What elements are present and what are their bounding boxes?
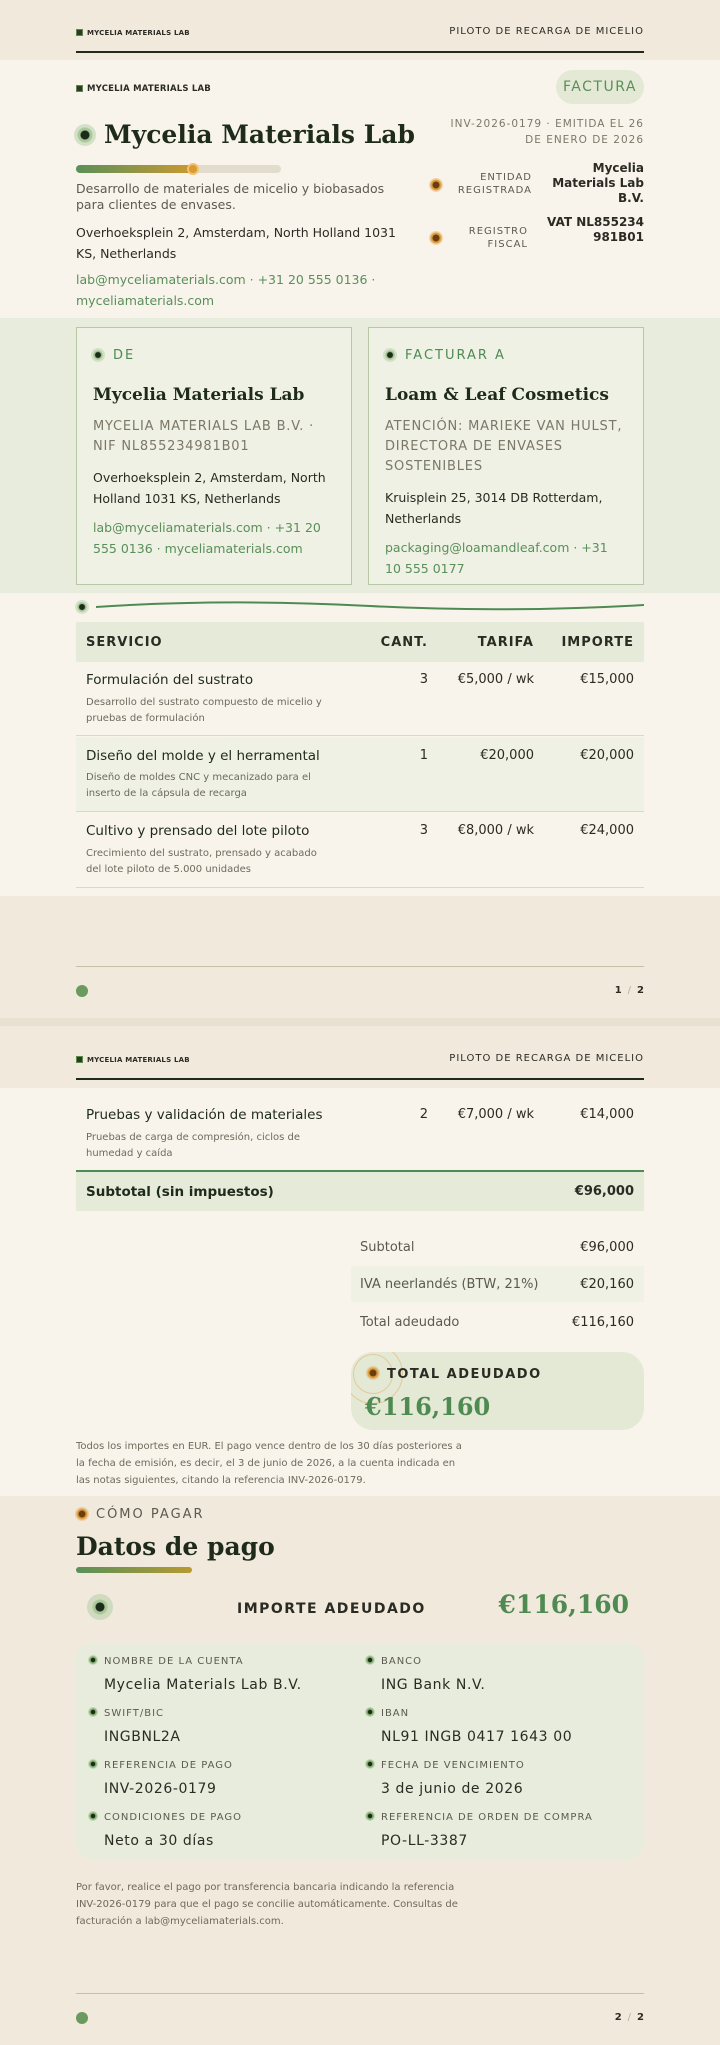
row-qty: 1 [419,748,428,763]
row-desc: Pruebas de carga de compresión, ciclos de humedad y caída [86,1132,301,1159]
from-card [76,327,352,585]
title-underline [76,1567,192,1573]
row-rate: €7,000 / wk [457,1107,534,1122]
from-address: Overhoeksplein 2, Amsterdam, North Holland 1031 KS, Netherlands [93,470,326,506]
bill-to-name: Loam & Leaf Cosmetics [385,385,609,405]
from-sub: MYCELIA MATERIALS LAB B.V. · NIF NL855234981B01 [93,419,315,454]
from-tag: DE [113,348,136,363]
brand-square-icon [76,1056,83,1063]
field-dot-icon [88,1707,98,1717]
from-name: Mycelia Materials Lab [93,385,305,405]
payment-title: Datos de pago [76,1532,275,1561]
field-dot-icon [88,1655,98,1665]
total-due-dot-icon [366,1366,380,1380]
row-desc: Desarrollo del sustrato compuesto de micelio y pruebas de formulación [86,697,322,724]
tax-dot-icon [429,231,443,245]
tax-value: VAT NL855234981B01 [547,215,644,244]
table-row [76,662,644,736]
row-rate: €8,000 / wk [457,823,534,838]
bill-to-address: Kruisplein 25, 3014 DB Rotterdam, Netherlands [385,490,603,526]
row-desc: Crecimiento del sustrato, prensado y acabado del lote piloto de 5.000 unidades [86,848,317,875]
bill-to-sub: ATENCIÓN: MARIEKE VAN HULST, DIRECTORA DE ENVASES SOSTENIBLES [385,419,623,474]
field-dot-icon [365,1655,375,1665]
bill-to-card [368,327,644,585]
total-due-value: €116,160 [365,1392,491,1421]
bill-to-contact[interactable]: packaging@loamandleaf.com · +31 10 555 0177 [385,540,608,576]
row-service: Pruebas y validación de materiales [86,1107,323,1123]
brand-square-icon [76,29,83,36]
payment-notes: Todos los importes en EUR. El pago vence dentro de los 30 días posteriores a la fecha de emisión, es decir, el 3 de junio de 2026, a la cuenta indicada en las notas siguientes, citando la referencia INV-2026-0179. [76,1441,462,1486]
header-brand: MYCELIA MATERIALS LAB [76,1056,190,1064]
summary-subtotal: Subtotal €96,000 [360,1240,634,1255]
row-service: Cultivo y prensado del lote piloto [86,823,310,839]
issuer-badge: MYCELIA MATERIALS LAB [76,84,211,94]
entity-value: Mycelia Materials Lab B.V. [552,161,644,205]
summary-vat: IVA neerlandés (BTW, 21%) €20,160 [351,1266,644,1302]
entity-dot-icon [429,178,443,192]
field-dot-icon [365,1811,375,1821]
th-service: SERVICIO [86,635,163,650]
th-rate: TARIFA [477,635,534,650]
table-row [76,1096,644,1170]
page1-footer-rule [76,966,644,967]
issuer-tagline: Desarrollo de materiales de micelio y biobasados para clientes de envases. [76,181,385,212]
tax-label: REGISTRO FISCAL [468,226,528,250]
row-rate: €20,000 [480,748,534,763]
th-amount: IMPORTE [561,635,634,650]
field-dot-icon [365,1759,375,1769]
page1-pager: 1 / 2 [614,985,644,996]
subtotal-row [76,1170,644,1211]
issuer-name: Mycelia Materials Lab [104,120,415,149]
wave-divider [96,598,644,614]
summary-total: Total adeudado €116,160 [360,1315,634,1330]
page2-footer-rule [76,1993,644,1994]
row-desc: Diseño de moldes CNC y mecanizado para el inserto de la cápsula de recarga [86,772,311,799]
amount-due-mark-icon [87,1594,113,1620]
table-header [76,622,644,662]
payment-details-card: NOMBRE DE LA CUENTA Mycelia Materials Lab B.V. BANCO ING Bank N.V. SWIFT/BIC INGBNL2A IBAN NL91 INGB 0417 1643 00 REFERENCIA DE PAGO INV-2026-0179 FECHA DE VENCIMIENTO 3 de junio de 2026 CONDICIONES DE PAGO Neto a 30 días REFERENCIA DE ORDEN DE COMPRA PO-LL-3387 [76,1643,644,1859]
bill-to-tag: FACTURAR A [405,348,506,363]
field-dot-icon [365,1707,375,1717]
bill-to-dot-icon [383,348,397,362]
from-contact[interactable]: lab@myceliamaterials.com · +31 20 555 0136 · myceliamaterials.com [93,520,321,556]
row-service: Formulación del sustrato [86,672,254,688]
row-amount: €24,000 [580,823,634,838]
header-brand: MYCELIA MATERIALS LAB [76,29,190,37]
page2-pager: 2 / 2 [614,2012,644,2023]
row-qty: 2 [419,1107,428,1122]
progress-knob-icon [187,163,199,175]
field-dot-icon [88,1759,98,1769]
issuer-progress-fill [76,165,193,173]
th-qty: CANT. [380,635,428,650]
issuer-mark-icon [74,124,96,146]
row-service: Diseño del molde y el herramental [86,748,320,764]
row-amount: €14,000 [580,1107,634,1122]
issuer-contact[interactable]: lab@myceliamaterials.com · +31 20 555 0136 · myceliamaterials.com [76,272,376,308]
row-qty: 3 [419,672,428,687]
header-rule [76,51,644,53]
payment-eyebrow: CÓMO PAGAR [96,1507,205,1522]
brand-square-icon [76,85,83,92]
page-gap [0,1018,720,1026]
field-dot-icon [88,1811,98,1821]
row-amount: €15,000 [580,672,634,687]
table-row [76,737,644,812]
invoice-meta: INV-2026-0179 · EMITIDA EL 26 DE ENERO DE 2026 [450,118,644,146]
subtotal-value: €96,000 [574,1184,634,1199]
footer-dot-icon [76,985,88,997]
row-rate: €5,000 / wk [457,672,534,687]
amount-due-label: IMPORTE ADEUDADO [237,1601,426,1617]
header-project: PILOTO DE RECARGA DE MICELIO [449,1053,644,1064]
payment-footnote: Por favor, realice el pago por transferencia bancaria indicando la referencia INV-2026-0179 para que el pago se concilie automáticamente. Consultas de facturación a lab@myceliamaterials.com. [76,1882,458,1927]
issuer-address: Overhoeksplein 2, Amsterdam, North Holland 1031 KS, Netherlands [76,225,396,261]
how-to-pay-dot-icon [75,1507,89,1521]
total-due-label: TOTAL ADEUDADO [387,1367,542,1382]
entity-label: ENTIDAD REGISTRADA [457,172,532,196]
row-qty: 3 [419,823,428,838]
header-project: PILOTO DE RECARGA DE MICELIO [449,26,644,37]
total-due-card [351,1352,644,1430]
doc-type-badge: FACTURA [556,70,644,104]
subtotal-label: Subtotal (sin impuestos) [86,1184,274,1200]
divider-dot-icon [75,600,89,614]
from-dot-icon [91,348,105,362]
header-rule [76,1078,644,1080]
table-row [76,813,644,888]
amount-due-value: €116,160 [498,1590,629,1619]
issuer-progress-track [76,165,281,173]
footer-dot-icon [76,2012,88,2024]
row-amount: €20,000 [580,748,634,763]
